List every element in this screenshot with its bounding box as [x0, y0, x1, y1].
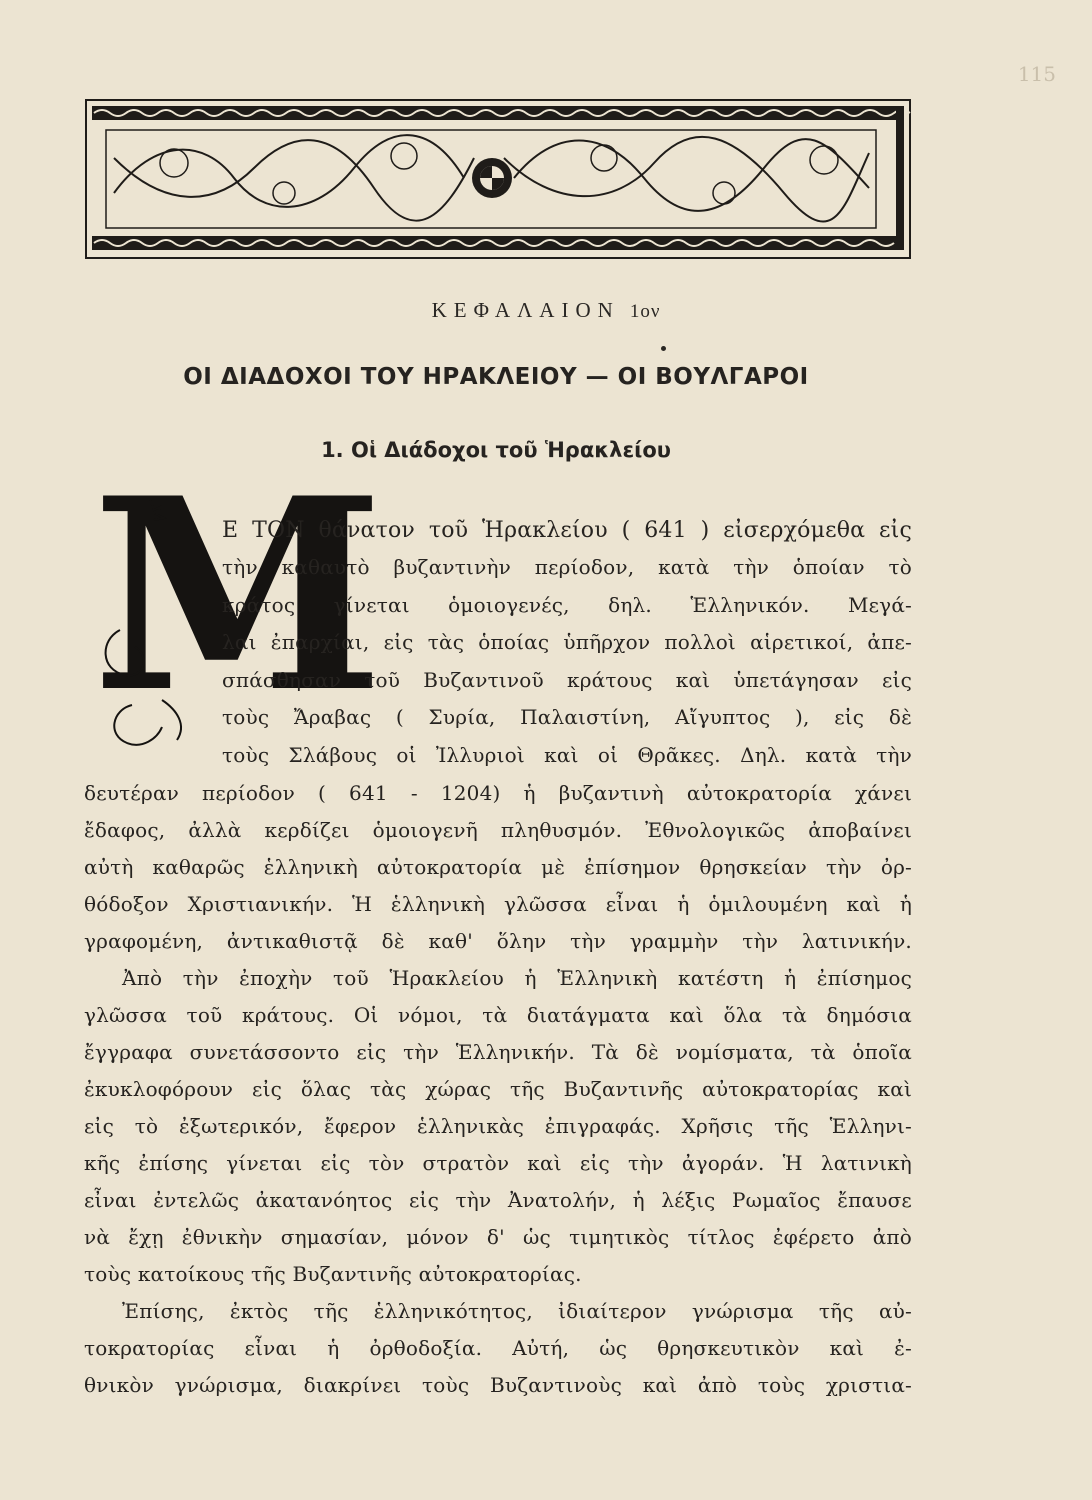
text-line: Ε ΤΟΝ θάνατον τοῦ Ἡρακλείου ( 641 ) εἰσερχόμεθα εἰς — [222, 518, 912, 543]
ornamental-headpiece — [84, 98, 912, 260]
page-number: 115 — [1017, 62, 1056, 86]
text-line: ἔδαφος, ἀλλὰ κερδίζει ὁμοιογενῆ πληθυσμόν. Ἐθνολογικῶς ἀποβαίνει — [84, 818, 912, 842]
initial-flourish-icon — [92, 500, 212, 762]
chapter-number: 1ον — [629, 301, 661, 322]
text-line: εἰς τὸ ἐξωτερικόν, ἔφερον ἑλληνικὰς ἐπιγραφάς. Χρῆσις τῆς Ἑλληνι- — [84, 1114, 912, 1138]
text-line: τοὺς κατοίκους τῆς Βυζαντινῆς αὐτοκρατορίας. — [84, 1262, 582, 1286]
text-line: λαι ἐπαρχίαι, εἰς τὰς ὁποίας ὑπῆρχον πολλοὶ αἱρετικοί, ἀπε- — [222, 630, 912, 654]
text-line: Ἐπίσης, ἐκτὸς τῆς ἑλληνικότητος, ἰδιαίτερον γνώρισμα τῆς αὐ- — [122, 1299, 912, 1323]
text-line: γραφομένη, ἀντικαθιστᾷ δὲ καθ' ὅλην τὴν γραμμὴν τὴν λατινικήν. — [84, 929, 912, 953]
drop-cap-letter: M — [92, 441, 385, 751]
text-line: κράτος γίνεται ὁμοιογενές, δηλ. Ἑλληνικόν. Μεγά- — [222, 593, 912, 617]
chapter-title: ΟΙ ΔΙΑΔΟΧΟΙ ΤΟΥ ΗΡΑΚΛΕΙΟΥ — ΟΙ ΒΟΥΛΓΑΡΟΙ — [183, 364, 809, 390]
text-line: τὴν καθαυτὸ βυζαντινὴν περίοδον, κατὰ τὴν ὁποίαν τὸ — [222, 555, 912, 579]
text-line: κῆς ἐπίσης γίνεται εἰς τὸν στρατὸν καὶ εἰς τὴν ἀγοράν. Ἡ λατινικὴ — [84, 1151, 912, 1175]
text-line: νὰ ἔχῃ ἐθνικὴν σημασίαν, μόνον δ' ὡς τιμητικὸς τίτλος ἐφέρετο ἀπὸ — [84, 1225, 912, 1249]
section-title: 1. Οἱ Διάδοχοι τοῦ Ἡρακλείου — [321, 438, 671, 462]
chapter-word: ΚΕΦΑΛΑΙΟΝ — [431, 298, 620, 322]
text-line: σπάσθησαν τοῦ Βυζαντινοῦ κράτους καὶ ὑπετάγησαν εἰς — [222, 668, 912, 692]
text-line: θόδοξον Χριστιανικήν. Ἡ ἑλληνικὴ γλῶσσα εἶναι ἡ ὁμιλουμένη καὶ ἡ — [84, 892, 912, 916]
text-line: εἶναι ἐντελῶς ἀκατανόητος εἰς τὴν Ἀνατολήν, ἡ λέξις Ρωμαῖος ἔπαυσε — [84, 1188, 912, 1212]
text-line: τοὺς Ἄραβας ( Συρία, Παλαιστίνη, Αἴγυπτος ), εἰς δὲ — [222, 705, 912, 729]
text-line: τοκρατορίας εἶναι ἡ ὀρθοδοξία. Αὐτή, ὡς θρησκευτικὸν καὶ ἐ- — [84, 1336, 912, 1360]
text-line: ἔγγραφα συνετάσσοντο εἰς τὴν Ἑλληνικήν. Τὰ δὲ νομίσματα, τὰ ὁποῖα — [84, 1040, 912, 1064]
text-line: αὐτὴ καθαρῶς ἑλληνικὴ αὐτοκρατορία μὲ ἐπίσημον θρησκείαν τὴν ὀρ- — [84, 855, 912, 879]
text-line: δευτέραν περίοδον ( 641 - 1204) ἡ βυζαντινὴ αὐτοκρατορία χάνει — [84, 781, 912, 805]
decorated-initial — [92, 441, 385, 762]
text-line: τοὺς Σλάβους οἱ Ἰλλυριοὶ καὶ οἱ Θρᾶκες. Δηλ. κατὰ τὴν — [222, 743, 912, 767]
chapter-label — [0, 298, 1092, 323]
ornament-dot — [661, 346, 666, 351]
text-line: Ἀπὸ τὴν ἐποχὴν τοῦ Ἡρακλείου ἡ Ἑλληνικὴ κατέστη ἡ ἐπίσημος — [122, 966, 912, 990]
text-line: θνικὸν γνώρισμα, διακρίνει τοὺς Βυζαντινοὺς καὶ ἀπὸ τοὺς χριστια- — [84, 1373, 912, 1397]
text-line: γλῶσσα τοῦ κράτους. Οἱ νόμοι, τὰ διατάγματα καὶ ὅλα τὰ δημόσια — [84, 1003, 912, 1027]
text-line: ἐκυκλοφόρουν εἰς ὅλας τὰς χώρας τῆς Βυζαντινῆς αὐτοκρατορίας καὶ — [84, 1077, 912, 1101]
